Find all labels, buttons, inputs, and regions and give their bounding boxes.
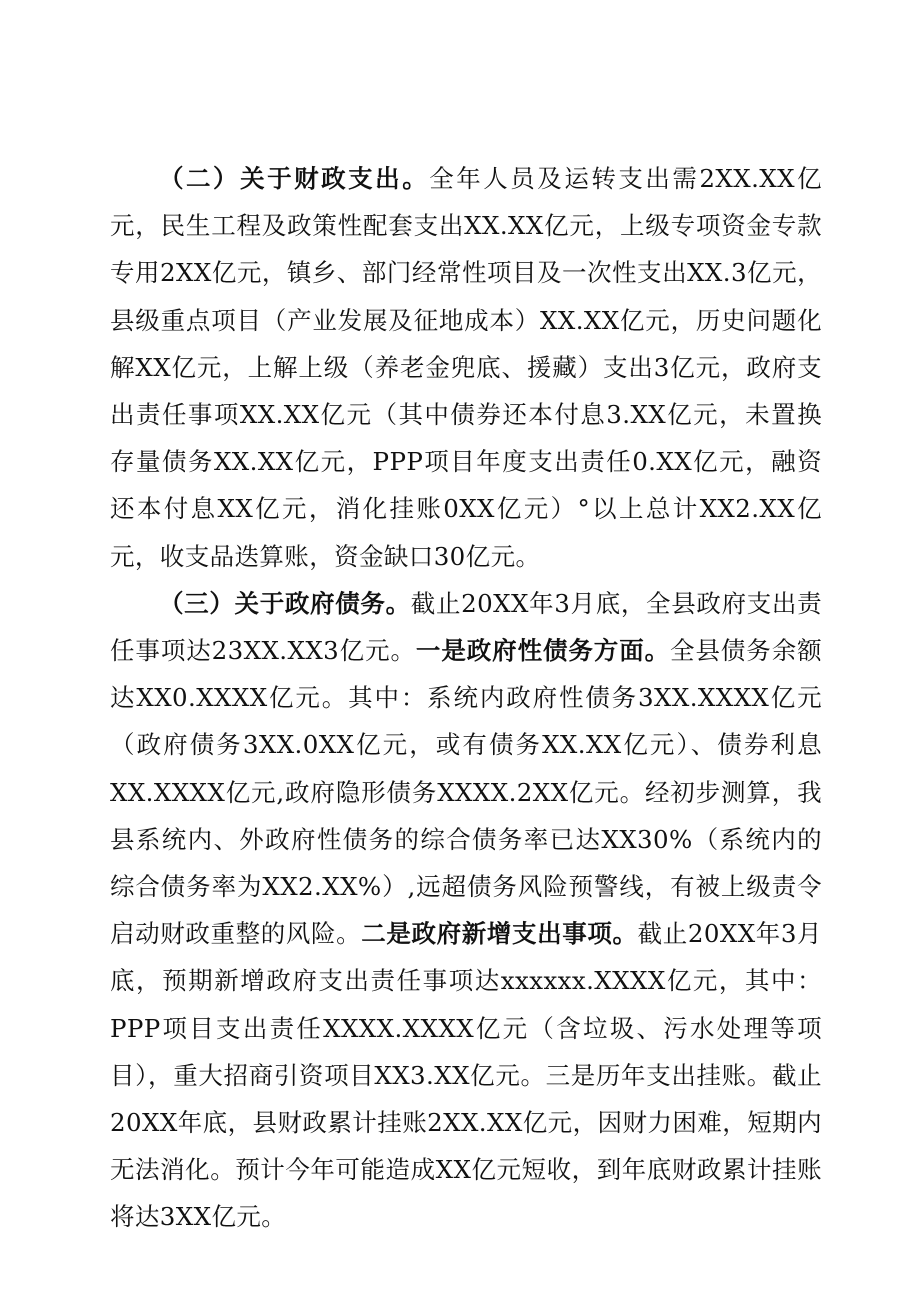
body-text: 全年人员及运转支出需2XX.XX亿元，民生工程及政策性配套支出XX.XX亿元，上级专项资金专款专用2XX亿元，镇乡、部门经常性项目及一次性支出XX.3亿元，县级重点项目（产业发展及征地成本）XX.XX亿元，历史问题化解XX亿元，上解上级（养老金兜底、援藏）支出3亿元，政府支出责任事项XX.XX亿元（其中债券还本付息3.XX亿元，未置换存量债务XX.XX亿元，PPP项目年度支出责任0.XX亿元，融资还本付息XX亿元，消化挂账0XX亿元）°以上总计XX2.XX亿元，收支品迭算账，资金缺口30亿元。 (110, 164, 822, 571)
subheading-new-expenditure: 二是政府新增支出事项。 (361, 919, 638, 949)
document-page (110, 155, 822, 1241)
paragraph-government-debt (110, 580, 822, 1241)
body-text: 全县债务余额达XX0.XXXX亿元。其中：系统内政府性债务3XX.XXXX亿元（政府债务3XX.0XX亿元，或有债务XX.XX亿元）、债券利息XX.XXXX亿元,政府隐形债务XXXX.2XX亿元。经初步测算，我县系统内、外政府性债务的综合债务率已达XX30%（系统内的综合债务率为XX2.XX%）,远超债务风险预警线，有被上级责令启动财政重整的风险。 (110, 636, 823, 949)
subheading-debt: 一是政府性债务方面。 (415, 636, 671, 666)
paragraph-fiscal-expenditure (110, 155, 822, 580)
heading-fiscal-expenditure: （二）关于财政支出。 (159, 164, 430, 193)
heading-government-debt: （三）关于政府债务。 (159, 588, 411, 618)
body-text: 截止20XX年3月底，预期新增政府支出责任事项达xxxxxx.XXXX亿元，其中：PPP项目支出责任XXXX.XXXX亿元（含垃圾、污水处理等项目），重大招商引资项目XX3.XX亿元。三是历年支出挂账。截止20XX年底，县财政累计挂账2XX.XX亿元，因财力困难，短期内无法消化。预计今年可能造成XX亿元短收，到年底财政累计挂账将达3XX亿元。 (110, 919, 822, 1232)
body-text: 截止20XX年3月底，全县政府支出责任事项达23XX.XX3亿元。 (110, 588, 823, 666)
